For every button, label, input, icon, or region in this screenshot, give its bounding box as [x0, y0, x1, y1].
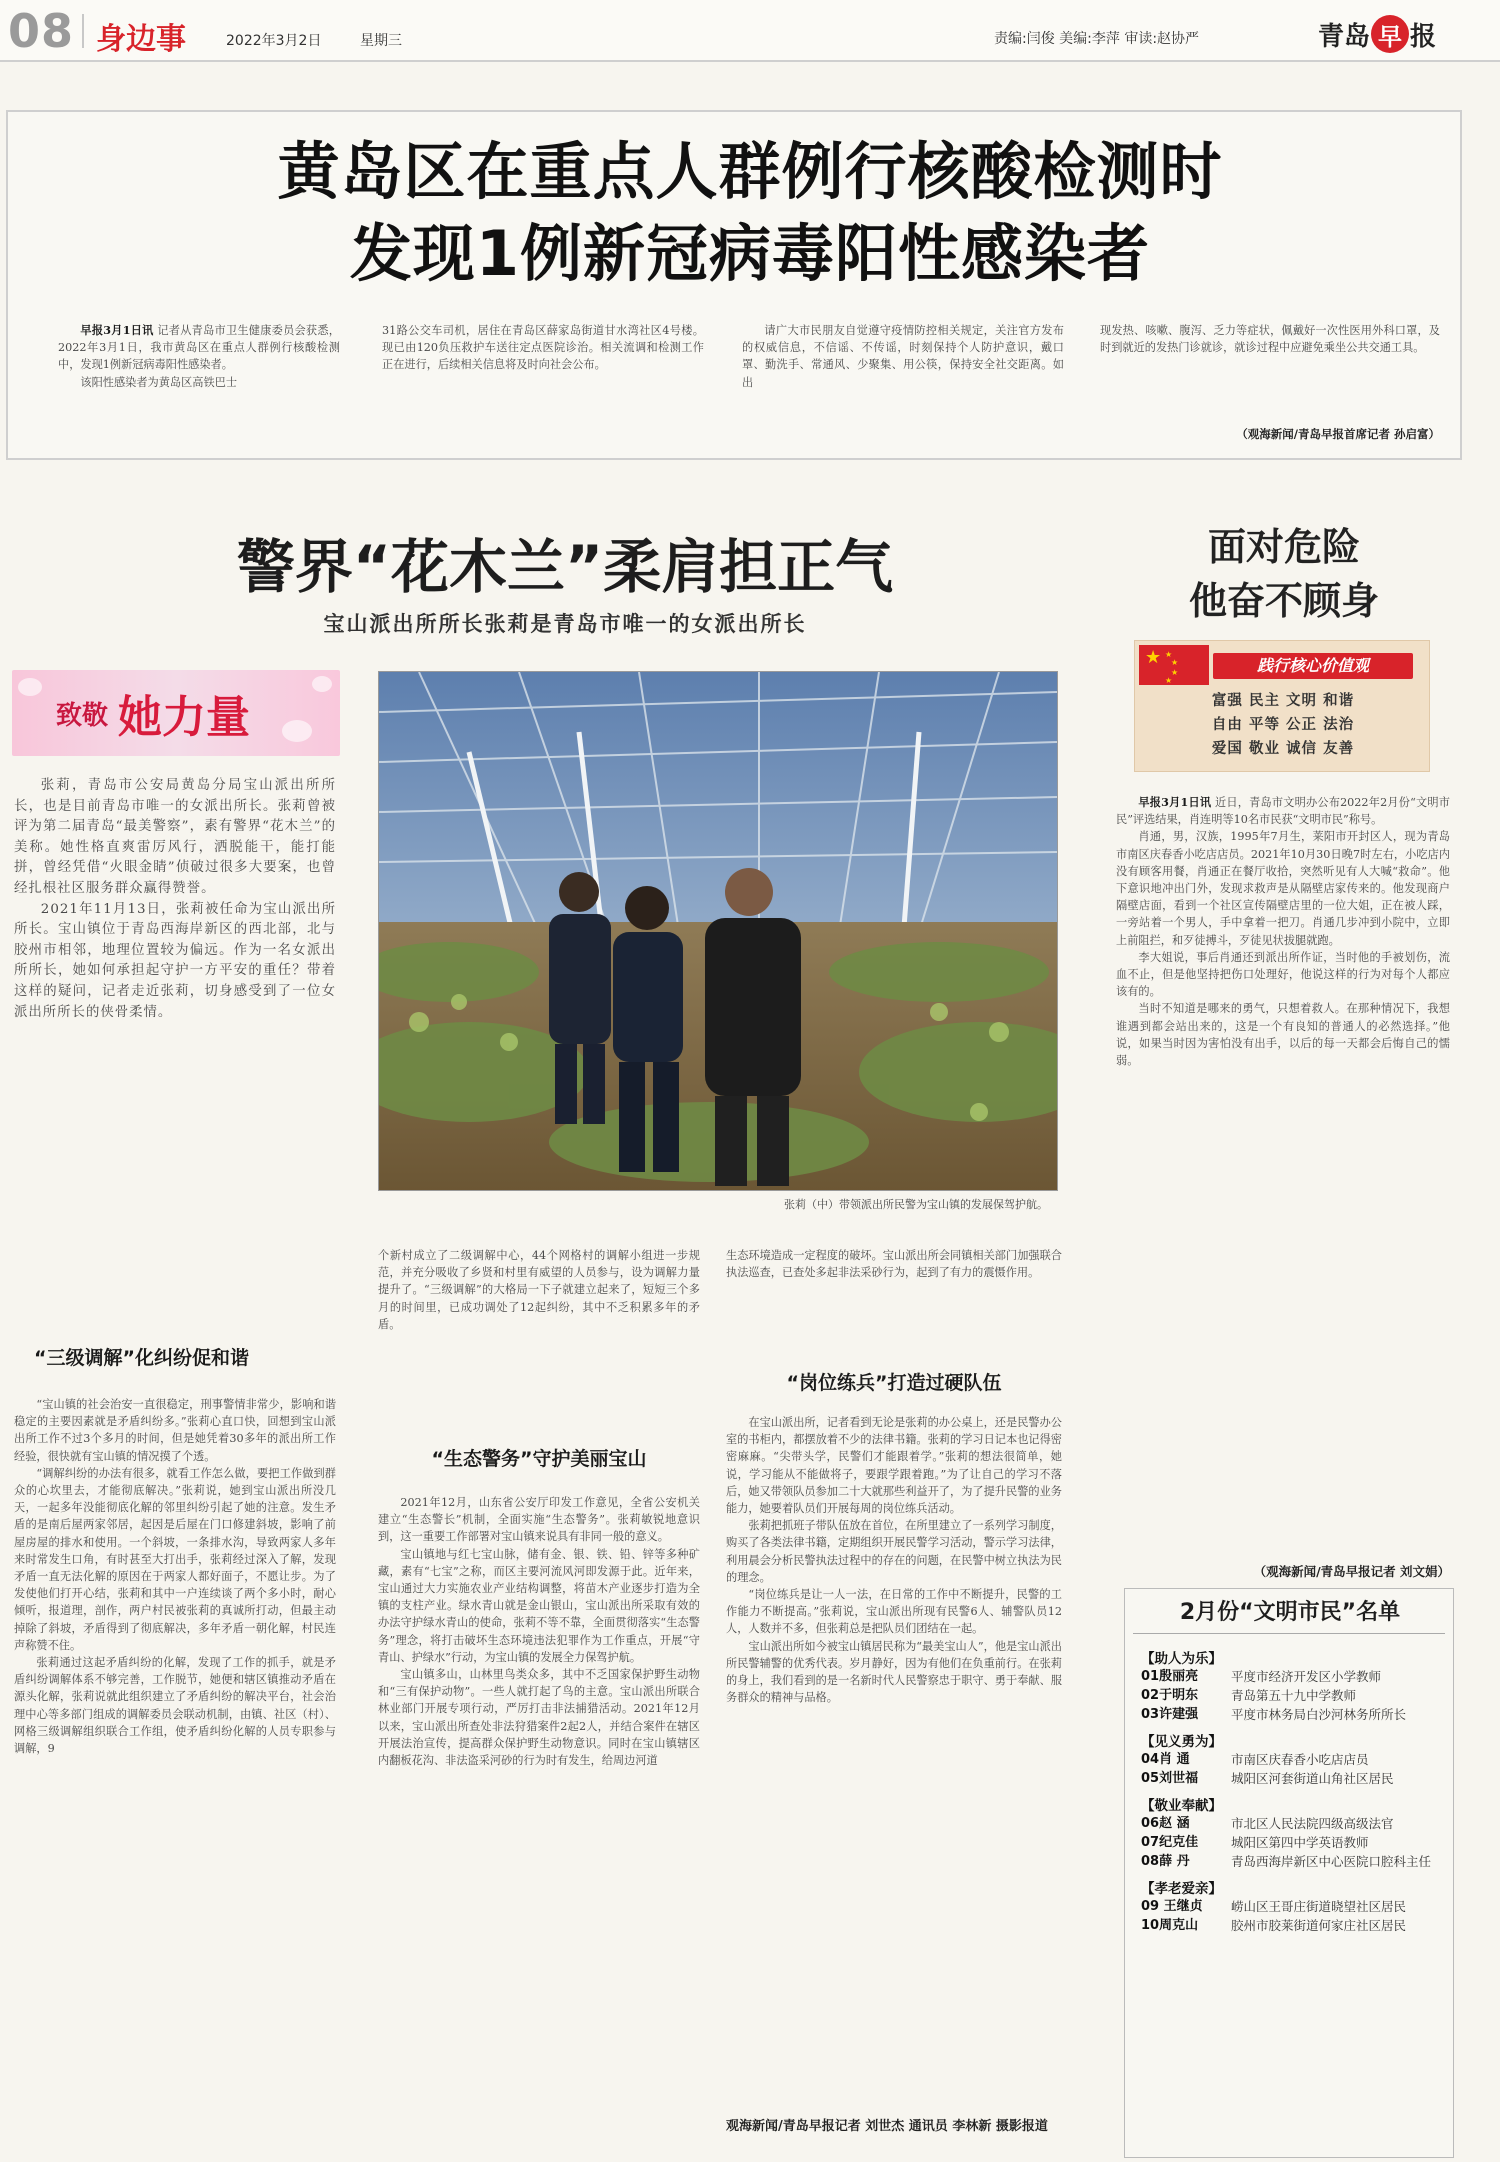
feature-intro — [14, 776, 336, 1296]
intro-paragraph-1: 张莉，青岛市公安局黄岛分局宝山派出所所长，也是目前青岛市唯一的女派出所长。张莉曾被评为第二届青岛“最美警察”，素有警界“花木兰”的美称。她性格直爽雷厉风行，洒脱能干，能打能拼，曾经凭借“火眼金睛”侦破过很多大要案，也曾经扎根社区服务群众赢得赞誉。 — [14, 778, 336, 896]
sidebar-paragraph-1: 近日，青岛市文明办公布2022年2月份“文明市民”评选结果，肖连明等10名市民获“文明市民”称号。 — [1116, 796, 1450, 827]
training-paragraph-1: 在宝山派出所，记者看到无论是张莉的办公桌上，还是民警办公室的书柜内，都摆放着不少的法律书籍。张莉的学习日记本也记得密密麻麻。“尖带头学，民警们才能跟着学。”张莉的想法很简单，她说，学习能从不能做将子，要跟学跟着跑。”为了让自己的学习不落后，她又带领队员参加二十大就那些利益开了，为了提升民警的业务能力，她要着队员们开展每周的岗位练兵活动。 — [726, 1416, 1062, 1516]
top-story-dateline: 早报3月1日讯 — [80, 323, 154, 337]
section-name: 身边事 — [96, 22, 186, 57]
eco-paragraph-3: 宝山镇多山，山林里鸟类众多，其中不乏国家保护野生动物和“三有保护动物”。一些人就打起了鸟的主意。宝山派出所联合林业部门开展专项行动，严厉打击非法捕猎活动。2021年12月以来，宝山派出所查处非法狩猎案件2起2人，并结合案件在辖区开展法治宣传，提高群众保护野生动物意识。同时在宝山镇辖区内翻板花沟、非法盗采河砂的行为时有发生，给周边河道 — [378, 1668, 700, 1768]
citizen-description: 青岛第五十九中学教师 — [1231, 1688, 1357, 1703]
feature-column-right — [726, 1414, 1062, 2098]
feature-column-right-top — [726, 1247, 1062, 1357]
top-story-headline-line1: 黄岛区在重点人群例行核酸检测时 — [277, 135, 1223, 208]
top-story-paragraph-3: 31路公交车司机，居住在青岛区薛家岛街道甘水湾社区4号楼。现已由120负压救护车送往定点医院诊治。相关流调和检测工作正在进行，后续相关信息将及时向社会公布。 — [382, 324, 704, 372]
citizen-description: 市南区庆春香小吃店店员 — [1231, 1752, 1369, 1767]
sidebar-headline — [1120, 520, 1448, 628]
core-values-row: 爱国 敬业 诚信 友善 — [1211, 741, 1355, 757]
feature-headline: 警界“花木兰”柔肩担正气 — [236, 533, 894, 601]
core-values-banner — [1134, 640, 1430, 772]
sidebar-paragraph-3: 李大姐说，事后肖通还到派出所作证，当时他的手被划伤，流血不止，但是他坚持把伤口处理好，他说这样的行为对每个人都应该有的。 — [1116, 950, 1450, 999]
top-story-paragraph-2: 该阳性感染者为黄岛区高铁巴士 — [80, 375, 238, 389]
list-category: 【助人为乐】 — [1141, 1651, 1222, 1667]
citizen-name: 07纪克佳 — [1141, 1835, 1199, 1850]
issue-weekday: 星期三 — [360, 33, 402, 49]
list-item — [1141, 1750, 1445, 1769]
logo-circle: 早 — [1371, 15, 1409, 53]
intro-paragraph-2: 2021年11月13日，张莉被任命为宝山派出所所长。宝山镇位于青岛西海岸新区的西北部，北与胶州市相邻，地理位置较为偏远。作为一名女派出所所长，她如何承担起守护一方平安的重任？带着这样的疑问，记者走近张莉，切身感受到了一位女派出所所长的侠骨柔情。 — [14, 901, 336, 1020]
greenhouse-photo-illustration — [379, 672, 1058, 1191]
sidebar-headline-line1: 面对危险 — [1207, 525, 1360, 569]
feature-column-middle — [378, 1494, 700, 2158]
list-body — [1141, 1641, 1445, 1935]
logo-text-right: 报 — [1410, 21, 1437, 52]
list-item — [1141, 1833, 1445, 1852]
list-item — [1141, 1814, 1445, 1833]
list-item — [1141, 1667, 1445, 1686]
page-number: 08 — [8, 4, 75, 58]
feature-subheadline: 宝山派出所所长张莉是青岛市唯一的女派出所长 — [323, 612, 807, 636]
list-item — [1141, 1769, 1445, 1788]
logo-text-left: 青岛 — [1318, 21, 1371, 52]
header-divider — [82, 14, 84, 48]
top-story-paragraph-1: 记者从青岛市卫生健康委员会获悉，2022年3月1日，我市黄岛区在重点人群例行核酸检测中，发现1例新冠病毒阳性感染者。 — [58, 324, 340, 372]
feature-column-left — [14, 1396, 336, 2158]
citizen-name: 03许建强 — [1141, 1707, 1199, 1722]
feature-column-middle-top — [378, 1247, 700, 1381]
list-category: 【敬业奉献】 — [1141, 1798, 1222, 1814]
top-story-column-4 — [1100, 322, 1440, 432]
citizen-name: 09 王继贞 — [1141, 1899, 1203, 1914]
citizen-description: 市北区人民法院四级高级法官 — [1231, 1816, 1394, 1831]
national-flag-icon: ★ ★ ★ ★ ★ — [1139, 645, 1209, 685]
photo-caption: 张莉（中）带领派出所民警为宝山镇的发展保驾护航。 — [784, 1198, 1048, 1211]
mediation-paragraph-4: 个新村成立了二级调解中心，44个网格村的调解小组进一步规范，并充分吸收了乡贤和村里有威望的人员参与，设为调解力量提升了。“三级调解”的大格局一下子就建立起来了，短短三个多月的时间里，已成功调处了12起纠纷，其中不乏积累多年的矛盾。 — [378, 1249, 700, 1331]
citizen-description: 城阳区第四中学英语教师 — [1231, 1835, 1369, 1850]
subhead-job-training: “岗位练兵”打造过硬队伍 — [786, 1372, 1002, 1394]
sidebar-headline-line2: 他奋不顾身 — [1188, 579, 1379, 623]
sidebar-paragraph-4: 当时不知道是哪来的勇气，只想着救人。在那种情况下，我想谁遇到都会站出来的，这是一个有良知的普通人的必然选择。”他说，如果当时因为害怕没有出手，以后的每一天都会后悔自己的懦弱。 — [1116, 1002, 1450, 1068]
training-paragraph-2: 张莉把抓班子带队伍放在首位，在所里建立了一系列学习制度，购买了各类法律书籍，定期组织开展民警学习活动，警示学习法律，利用晨会分析民警执法过程中的存在的问题，在民警中树立执法为民的理念。 — [726, 1519, 1062, 1584]
citizen-description: 崂山区王哥庄街道晓望社区居民 — [1231, 1899, 1407, 1914]
top-story-paragraph-4: 请广大市民朋友自觉遵守疫情防控相关规定，关注官方发布的权威信息，不信谣、不传谣，时刻保持个人防护意识，戴口罩、勤洗手、常通风、少聚集、用公筷，保持安全社交距离。如出 — [742, 324, 1064, 389]
sidebar-paragraph-2: 肖通，男，汉族，1995年7月生，莱阳市开封区人，现为青岛市南区庆春香小吃店店员。2021年10月30日晚7时左右，小吃店内没有顾客用餐，肖通正在餐厅收拾，突然听见有人大喊“救命”。他下意识地冲出门外，发现求救声是从隔壁店家传来的。他发现商户隔壁店面，看到一个社区宣传隔壁店里的一位大姐，正在被人踩，一旁站着一个男人，手中拿着一把刀。肖通几步冲到小院中，立即上前阻拦，和歹徒搏斗，歹徒见状拔腿就跑。 — [1116, 830, 1450, 947]
citizen-name: 02于明东 — [1141, 1688, 1199, 1703]
citizen-name: 01殷丽亮 — [1141, 1669, 1199, 1684]
issue-date: 2022年3月2日 — [226, 33, 322, 49]
eco-paragraph-2: 宝山镇地与红七宝山脉，储有金、银、铁、铅、锌等多种矿藏，素有“七宝”之称，而区主要河流风河即发源于此。近年来，宝山通过大力实施农业产业结构调整，将苗木产业逐步打造为全镇的支柱产业。绿水青山就是金山银山，宝山派出所采取有效的办法守护绿水青山的使命，张莉不等不靠，全面贯彻落实“生态警务”理念，将打击破坏生态环境违法犯罪作为工作重点，开展“守青山、护绿水”行动，为宝山镇的发展全力保驾护航。 — [378, 1547, 700, 1664]
list-item — [1141, 1686, 1445, 1705]
list-item — [1141, 1916, 1445, 1935]
newspaper-logo — [1318, 14, 1436, 54]
citizen-name: 05刘世福 — [1141, 1771, 1199, 1786]
top-story-byline: （观海新闻/青岛早报首席记者 孙启富） — [1236, 427, 1440, 441]
mediation-paragraph-3: 张莉通过这起矛盾纠纷的化解，发现了工作的抓手，就是矛盾纠纷调解体系不够完善，工作脱节，她便和辖区镇推动矛盾在源头化解，张莉说就此组织建立了矛盾纠纷的解决平台，社会治理中心等多部门组成的调解委员会联动机制，由镇、社区（村）、网格三级调解组织联合工作组，使矛盾纠纷化解的人员专职参与调解，9 — [14, 1656, 336, 1756]
list-title: 2月份“文明市民”名单 — [1179, 1600, 1401, 1625]
citizen-description: 胶州市胶莱街道何家庄社区居民 — [1231, 1918, 1407, 1933]
citizen-name: 08薛 丹 — [1141, 1854, 1190, 1869]
eco-paragraph-1: 2021年12月，山东省公安厅印发工作意见，全省公安机关建立“生态警长”机制，全面实施“生态警务”。张莉敏锐地意识到，这一重要工作部署对宝山镇来说具有非同一般的意义。 — [378, 1496, 700, 1544]
petal-decoration — [312, 676, 332, 692]
feature-byline: 观海新闻/青岛早报记者 刘世杰 通讯员 李林新 摄影报道 — [726, 2119, 1048, 2134]
civilized-citizens-list — [1124, 1588, 1454, 2158]
tribute-banner — [12, 670, 340, 756]
core-values-title: 践行核心价值观 — [1213, 653, 1413, 679]
top-story-paragraph-5: 现发热、咳嗽、腹泻、乏力等症状，佩戴好一次性医用外科口罩，及时到就近的发热门诊就诊，就诊过程中应避免乘坐公共交通工具。 — [1100, 324, 1440, 355]
list-item — [1141, 1852, 1445, 1871]
sidebar-dateline: 早报3月1日讯 — [1138, 795, 1212, 809]
petal-decoration — [282, 720, 312, 742]
mediation-paragraph-1: “宝山镇的社会治安一直很稳定，刑事警情非常少，影响和谐稳定的主要因素就是矛盾纠纷多。”张莉心直口快，回想到宝山派出所工作不过3个多月的时间，但是她凭着30多年的派出所工作经验，很快就有宝山镇的情况摸了个透。 — [14, 1398, 336, 1463]
top-story-column-2 — [382, 322, 704, 450]
citizen-description: 平度市林务局白沙河林务所所长 — [1231, 1707, 1407, 1722]
top-story-column-3 — [742, 322, 1064, 450]
list-item — [1141, 1705, 1445, 1724]
citizen-description: 青岛西海岸新区中心医院口腔科主任 — [1231, 1854, 1432, 1869]
citizen-name: 04肖 通 — [1141, 1752, 1190, 1767]
tribute-prefix: 致敬 — [56, 700, 109, 731]
subhead-eco-policing: “生态警务”守护美丽宝山 — [431, 1448, 647, 1470]
tribute-main: 她力量 — [118, 692, 251, 743]
feature-photo — [378, 671, 1058, 1191]
training-paragraph-4: 宝山派出所如今被宝山镇居民称为“最美宝山人”，他是宝山派出所民警辅警的优秀代表。岁月静好，因为有他们在负重前行。在张莉的身上，我们看到的是一名新时代人民警察忠于职守、勇于奉献、服务群众的精神与品格。 — [726, 1639, 1062, 1705]
sidebar-byline: （观海新闻/青岛早报记者 刘文娟） — [1253, 1564, 1450, 1579]
citizen-description: 平度市经济开发区小学教师 — [1231, 1669, 1382, 1684]
editor-credits: 责编:闫俊 美编:李萍 审读:赵协严 — [994, 31, 1200, 47]
list-category: 【见义勇为】 — [1141, 1734, 1222, 1750]
sidebar-story — [1116, 794, 1450, 1556]
core-values-row: 富强 民主 文明 和谐 — [1211, 693, 1355, 709]
citizen-name: 10周克山 — [1141, 1918, 1199, 1933]
core-values-row: 自由 平等 公正 法治 — [1211, 717, 1355, 733]
top-story-headline-line2: 发现1例新冠病毒阳性感染者 — [349, 217, 1151, 290]
core-values-list — [1183, 689, 1383, 761]
citizen-name: 06赵 涵 — [1141, 1816, 1190, 1831]
citizen-description: 城阳区河套街道山角社区居民 — [1231, 1771, 1394, 1786]
list-category: 【孝老爱亲】 — [1141, 1881, 1222, 1897]
petal-decoration — [18, 678, 42, 696]
top-story-column-1 — [58, 322, 340, 450]
mediation-paragraph-2: “调解纠纷的办法有很多，就看工作怎么做，要把工作做到群众的心坎里去，才能彻底解决。”张莉说，她到宝山派出所没几天，一起多年没能彻底化解的邻里纠纷引起了她的注意。发生矛盾的是南后屋两家邻居，起因是后屋在门口修建斜坡，影响了前屋房屋的排水和使用。一个斜坡，一条排水沟，导致两家人多年来时常发生口角，有时甚至大打出手，张莉经过深入了解，发现矛盾一直无法化解的原因在于两家人都好面子，不愿让步。为了发使他们打开心结，张莉和其中一户连续谈了两个多小时，耐心倾听，报道理，剖作，两户村民被张莉的真诚所打动，但最主动掉除了斜坡，矛盾得到了彻底解决，多年矛盾一朝化解，村民连声称赞不住。 — [14, 1466, 336, 1652]
list-divider — [1133, 1633, 1445, 1634]
eco-paragraph-4: 生态环境造成一定程度的破坏。宝山派出所会同镇相关部门加强联合执法巡查，已查处多起非法采砂行为，起到了有力的震慑作用。 — [726, 1249, 1062, 1280]
subhead-three-level-mediation: “三级调解”化纠纷促和谐 — [34, 1347, 249, 1369]
training-paragraph-3: “岗位练兵是让一人一法，在日常的工作中不断提升，民警的工作能力不断提高。”张莉说，宝山派出所现有民警6人、辅警队员12人，人数并不多，但张莉总是把队员们团结在一起。 — [726, 1588, 1062, 1636]
list-item — [1141, 1897, 1445, 1916]
page-masthead — [0, 0, 1500, 62]
